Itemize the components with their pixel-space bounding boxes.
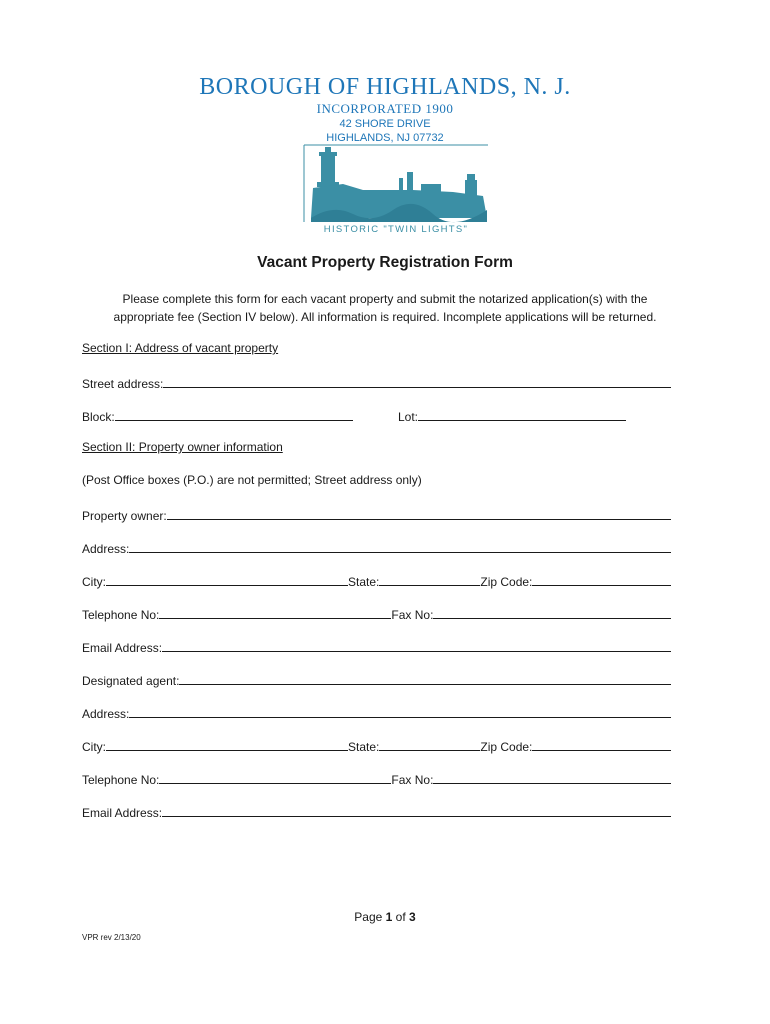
agent-city-input[interactable]: [106, 737, 348, 751]
owner-zip-input[interactable]: [532, 572, 671, 586]
owner-phone-label: Telephone No:: [82, 608, 160, 622]
agent-state-input[interactable]: [379, 737, 480, 751]
agent-fax-input[interactable]: [433, 770, 671, 784]
agent-city-state-zip-row: [82, 737, 671, 755]
designated-agent-label: Designated agent:: [82, 674, 180, 688]
designated-agent-field[interactable]: [82, 671, 671, 689]
agent-phone-fax-row: [82, 770, 671, 788]
section-2-heading: Section II: Property owner information: [82, 440, 283, 454]
owner-address-label: Address:: [82, 542, 130, 556]
agent-phone-input[interactable]: [159, 770, 391, 784]
lot-input[interactable]: [418, 407, 626, 421]
block-label: Block:: [82, 410, 115, 424]
owner-fax-label: Fax No:: [391, 608, 434, 622]
lot-label: Lot:: [398, 410, 419, 424]
designated-agent-input[interactable]: [179, 671, 671, 685]
twin-lights-logo-graphic: [303, 144, 489, 236]
owner-city-label: City:: [82, 575, 106, 589]
twin-lights-logo: [303, 144, 489, 236]
address-line-1: 42 SHORE DRIVE: [339, 118, 431, 130]
owner-phone-fax-row: [82, 605, 671, 623]
agent-phone-label: Telephone No:: [82, 773, 160, 787]
block-input[interactable]: [115, 407, 353, 421]
agent-email-label: Email Address:: [82, 806, 163, 820]
owner-state-input[interactable]: [379, 572, 480, 586]
revision-label: VPR rev 2/13/20: [82, 933, 141, 942]
owner-phone-input[interactable]: [159, 605, 391, 619]
owner-email-label: Email Address:: [82, 641, 163, 655]
agent-address-field[interactable]: [82, 704, 671, 722]
block-field[interactable]: [82, 407, 353, 425]
owner-zip-label: Zip Code:: [480, 575, 533, 589]
owner-state-label: State:: [348, 575, 380, 589]
logo-caption: HISTORIC "TWIN LIGHTS": [323, 224, 469, 235]
owner-city-input[interactable]: [106, 572, 348, 586]
page-of: of: [392, 910, 410, 924]
borough-title: BOROUGH OF HIGHLANDS, N. J.: [199, 74, 571, 100]
agent-address-label: Address:: [82, 707, 130, 721]
owner-address-field[interactable]: [82, 539, 671, 557]
property-owner-field[interactable]: [82, 506, 671, 524]
owner-address-input[interactable]: [129, 539, 671, 553]
section-1-heading: Section I: Address of vacant property: [82, 341, 279, 355]
po-box-note: (Post Office boxes (P.O.) are not permitted; Street address only): [82, 473, 422, 487]
intro-text: [82, 290, 688, 326]
agent-zip-input[interactable]: [532, 737, 671, 751]
form-title: Vacant Property Registration Form: [257, 254, 513, 271]
agent-email-input[interactable]: [162, 803, 671, 817]
address-line-2: HIGHLANDS, NJ 07732: [326, 132, 444, 144]
intro-line-1: Please complete this form for each vacant property and submit the notarized application(s) with the: [122, 292, 648, 306]
street-address-field[interactable]: [82, 374, 671, 392]
intro-line-2: appropriate fee (Section IV below). All information is required. Incomplete applications will be returned.: [113, 310, 657, 324]
lot-field[interactable]: [398, 407, 626, 425]
incorporated-subtitle: INCORPORATED 1900: [316, 101, 454, 116]
owner-email-input[interactable]: [162, 638, 671, 652]
owner-city-state-zip-row: [82, 572, 671, 590]
page-prefix: Page: [354, 910, 386, 924]
page-total: 3: [409, 910, 416, 924]
property-owner-label: Property owner:: [82, 509, 167, 523]
property-owner-input[interactable]: [167, 506, 671, 520]
page-current: 1: [385, 910, 393, 924]
street-address-input[interactable]: [163, 374, 671, 388]
agent-email-field[interactable]: [82, 803, 671, 821]
agent-city-label: City:: [82, 740, 106, 754]
agent-zip-label: Zip Code:: [480, 740, 533, 754]
agent-state-label: State:: [348, 740, 380, 754]
page-number: [0, 910, 770, 924]
agent-address-input[interactable]: [129, 704, 671, 718]
agent-fax-label: Fax No:: [391, 773, 434, 787]
owner-email-field[interactable]: [82, 638, 671, 656]
street-address-label: Street address:: [82, 377, 164, 391]
owner-fax-input[interactable]: [433, 605, 671, 619]
